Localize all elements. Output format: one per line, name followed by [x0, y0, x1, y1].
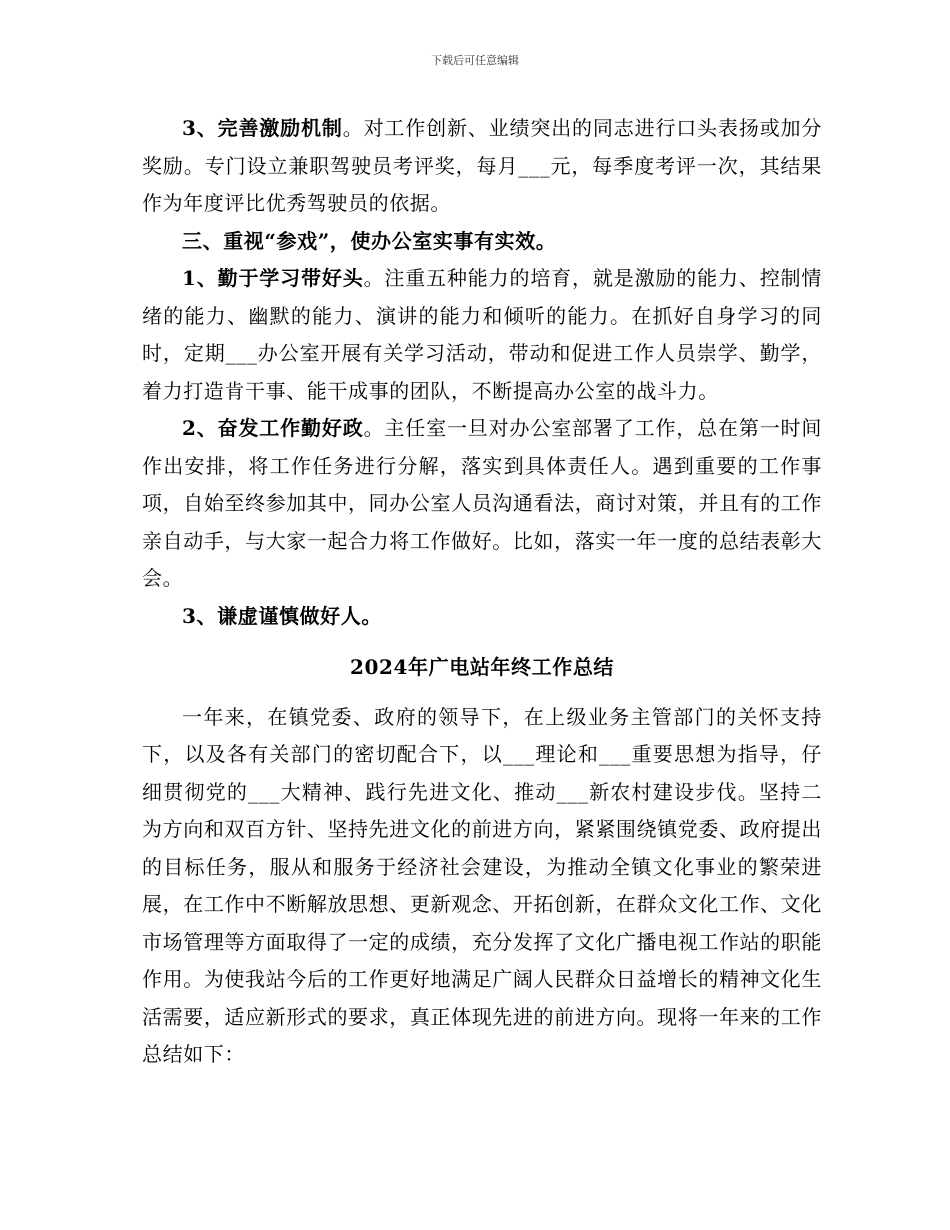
paragraph-lead: 2、奋发工作勤好政 [182, 416, 364, 440]
paragraph-text: 。主任室一旦对办公室部署了工作，总在第一时间作出安排，将工作任务进行分解，落实到具体责任人。遇到重要的工作事项，自始至终参加其中，同办公室人员沟通看法，商讨对策，并且有的工作亲自动手，与大家一起合力将工作做好。比如，落实一年一度的总结表彰大会。 [142, 416, 822, 590]
subheading-humble: 3、谦虚谨慎做好人。 [182, 603, 382, 628]
section-heading-three: 三、重视“参戏”，使办公室实事有实效。 [182, 228, 557, 253]
paragraph-work [142, 410, 822, 598]
paragraph-lead: 3、完善激励机制 [182, 116, 343, 140]
paragraph-text: 。对工作创新、业绩突出的同志进行口头表扬或加分奖励。专门设立兼职驾驶员考评奖，每月___元，每季度考评一次，其结果作为年度评比优秀驾驶员的依据。 [142, 116, 822, 215]
document-title: 2024年广电站年终工作总结 [349, 655, 615, 679]
page-header: 下载后可任意编辑 [431, 54, 519, 67]
document-body [142, 110, 822, 1074]
paragraph-lead: 1、勤于学习带好头 [182, 266, 364, 290]
paragraph-incentive-mechanism [142, 110, 822, 223]
paragraph-summary: 一年来，在镇党委、政府的领导下，在上级业务主管部门的关怀支持下，以及各有关部门的密切配合下，以___理论和___重要思想为指导，仔细贯彻党的___大精神、践行先进文化、推动___新农村建设步伐。坚持二为方向和双百方针、坚持先进文化的前进方向，紧紧围绕镇党委、政府提出的目标任务，服从和服务于经济社会建设，为推动全镇文化事业的繁荣进展，在工作中不断解放思想、更新观念、开拓创新，在群众文化工作、文化市场管理等方面取得了一定的成绩，充分发挥了文化广播电视工作站的职能作用。为使我站今后的工作更好地满足广阔人民群众日益增长的精神文化生活需要，适应新形式的要求，真正体现先进的前进方向。现将一年来的工作总结如下： [142, 704, 822, 1066]
paragraph-text: 。注重五种能力的培育，就是激励的能力、控制情绪的能力、幽默的能力、演讲的能力和倾听的能力。在抓好自身学习的同时，定期___办公室开展有关学习活动，带动和促进工作人员崇学、勤学，着力打造肯干事、能干成事的团队，不断提高办公室的战斗力。 [142, 266, 822, 403]
paragraph-study [142, 260, 822, 410]
